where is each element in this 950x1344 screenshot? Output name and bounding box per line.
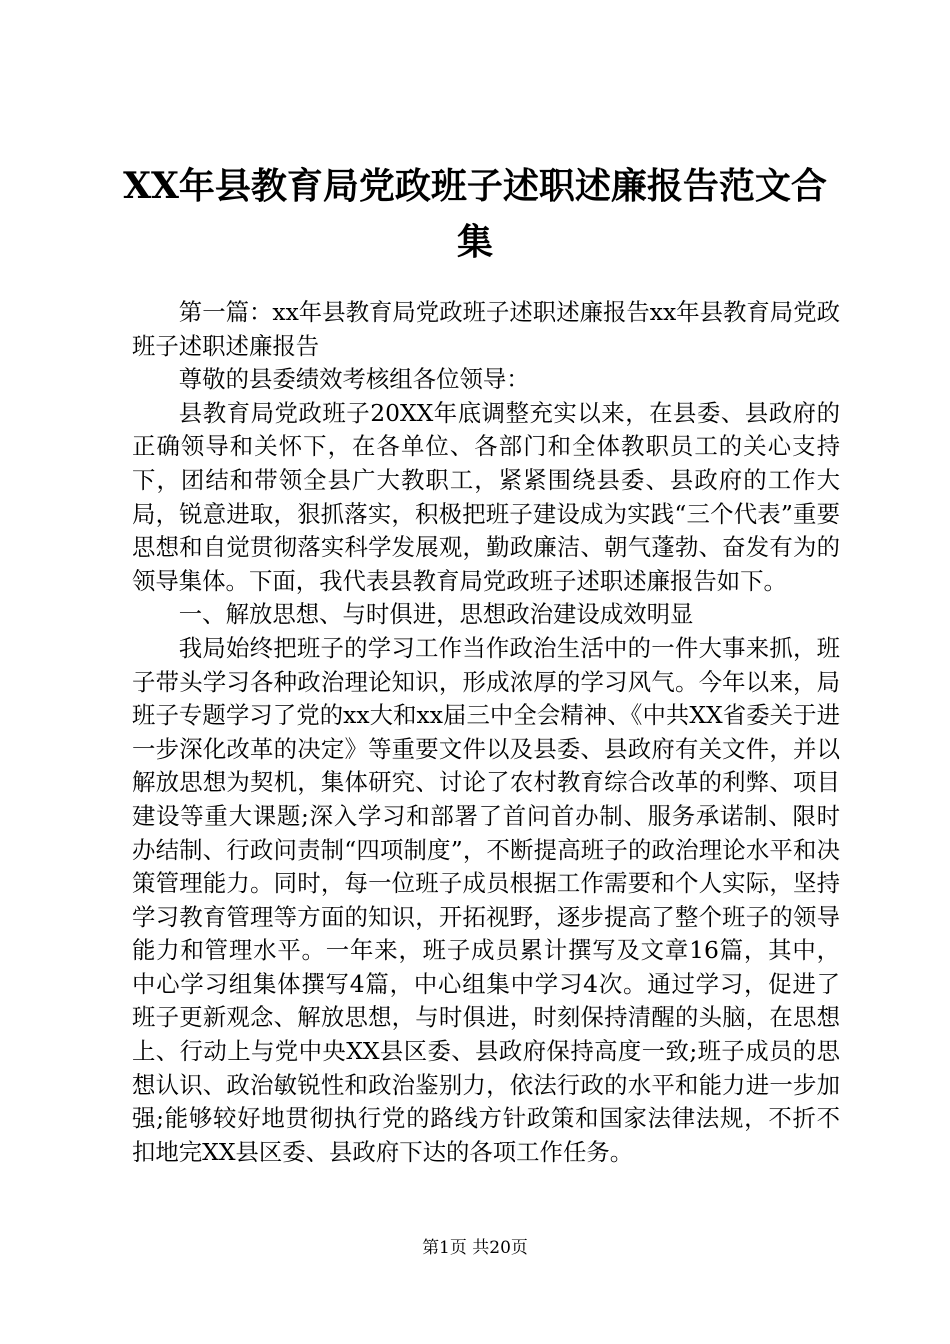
section-heading-1: 一、解放思想、与时俱进，思想政治建设成效明显 <box>178 600 694 629</box>
page-footer: 第1页 共20页 <box>422 1238 528 1258</box>
paragraph-3: 县教育局党政班子20XX年底调整充实以来，在县委、县政府的正确领导和关怀下，在各单位、各部门和全体教职员工的关心支持下，团结和带领全县广大教职工，紧紧围绕县委、县政府的工作大局，锐意进取，狠抓落实，积极把班子建设成为实践“三个代表”重要思想和自觉贯彻落实科学发展观，勤政廉洁、朝气蓬勃、奋发有为的领导集体。下面，我代表县教育局党政班子述职述廉报告如下。 <box>132 398 840 595</box>
paragraph-1: 第一篇：xx年县教育局党政班子述职述廉报告xx年县教育局党政班子述职述廉报告 <box>132 298 840 360</box>
paragraph-2: 尊敬的县委绩效考核组各位领导： <box>178 365 530 394</box>
paragraph-5: 我局始终把班子的学习工作当作政治生活中的一件大事来抓，班子带头学习各种政治理论知识，形成浓厚的学习风气。今年以来，局班子专题学习了党的xx大和xx届三中全会精神、《中共XX省委关于进一步深化改革的决定》等重要文件以及县委、县政府有关文件，并以解放思想为契机，集体研究、讨论了农村教育综合改革的利弊、项目建设等重大课题;深入学习和部署了首问首办制、服务承诺制、限时办结制、行政问责制“四项制度”，不断提高班子的政治理论水平和决策管理能力。同时，每一位班子成员根据工作需要和个人实际，坚持学习教育管理等方面的知识，开拓视野，逐步提高了整个班子的领导能力和管理水平。一年来，班子成员累计撰写及文章16篇，其中，中心学习组集体撰写4篇，中心组集中学习4次。通过学习，促进了班子更新观念、解放思想，与时俱进，时刻保持清醒的头脑，在思想上、行动上与党中央XX县区委、县政府保持高度一致;班子成员的思想认识、政治敏锐性和政治鉴别力，依法行政的水平和能力进一步加强;能够较好地贯彻执行党的路线方针政策和国家法律法规，不折不扣地完XX县区委、县政府下达的各项工作任务。 <box>132 633 840 1166</box>
document-body <box>132 296 840 1169</box>
document-title: XX年县教育局党政班子述职述廉报告范文合集 <box>123 165 827 263</box>
